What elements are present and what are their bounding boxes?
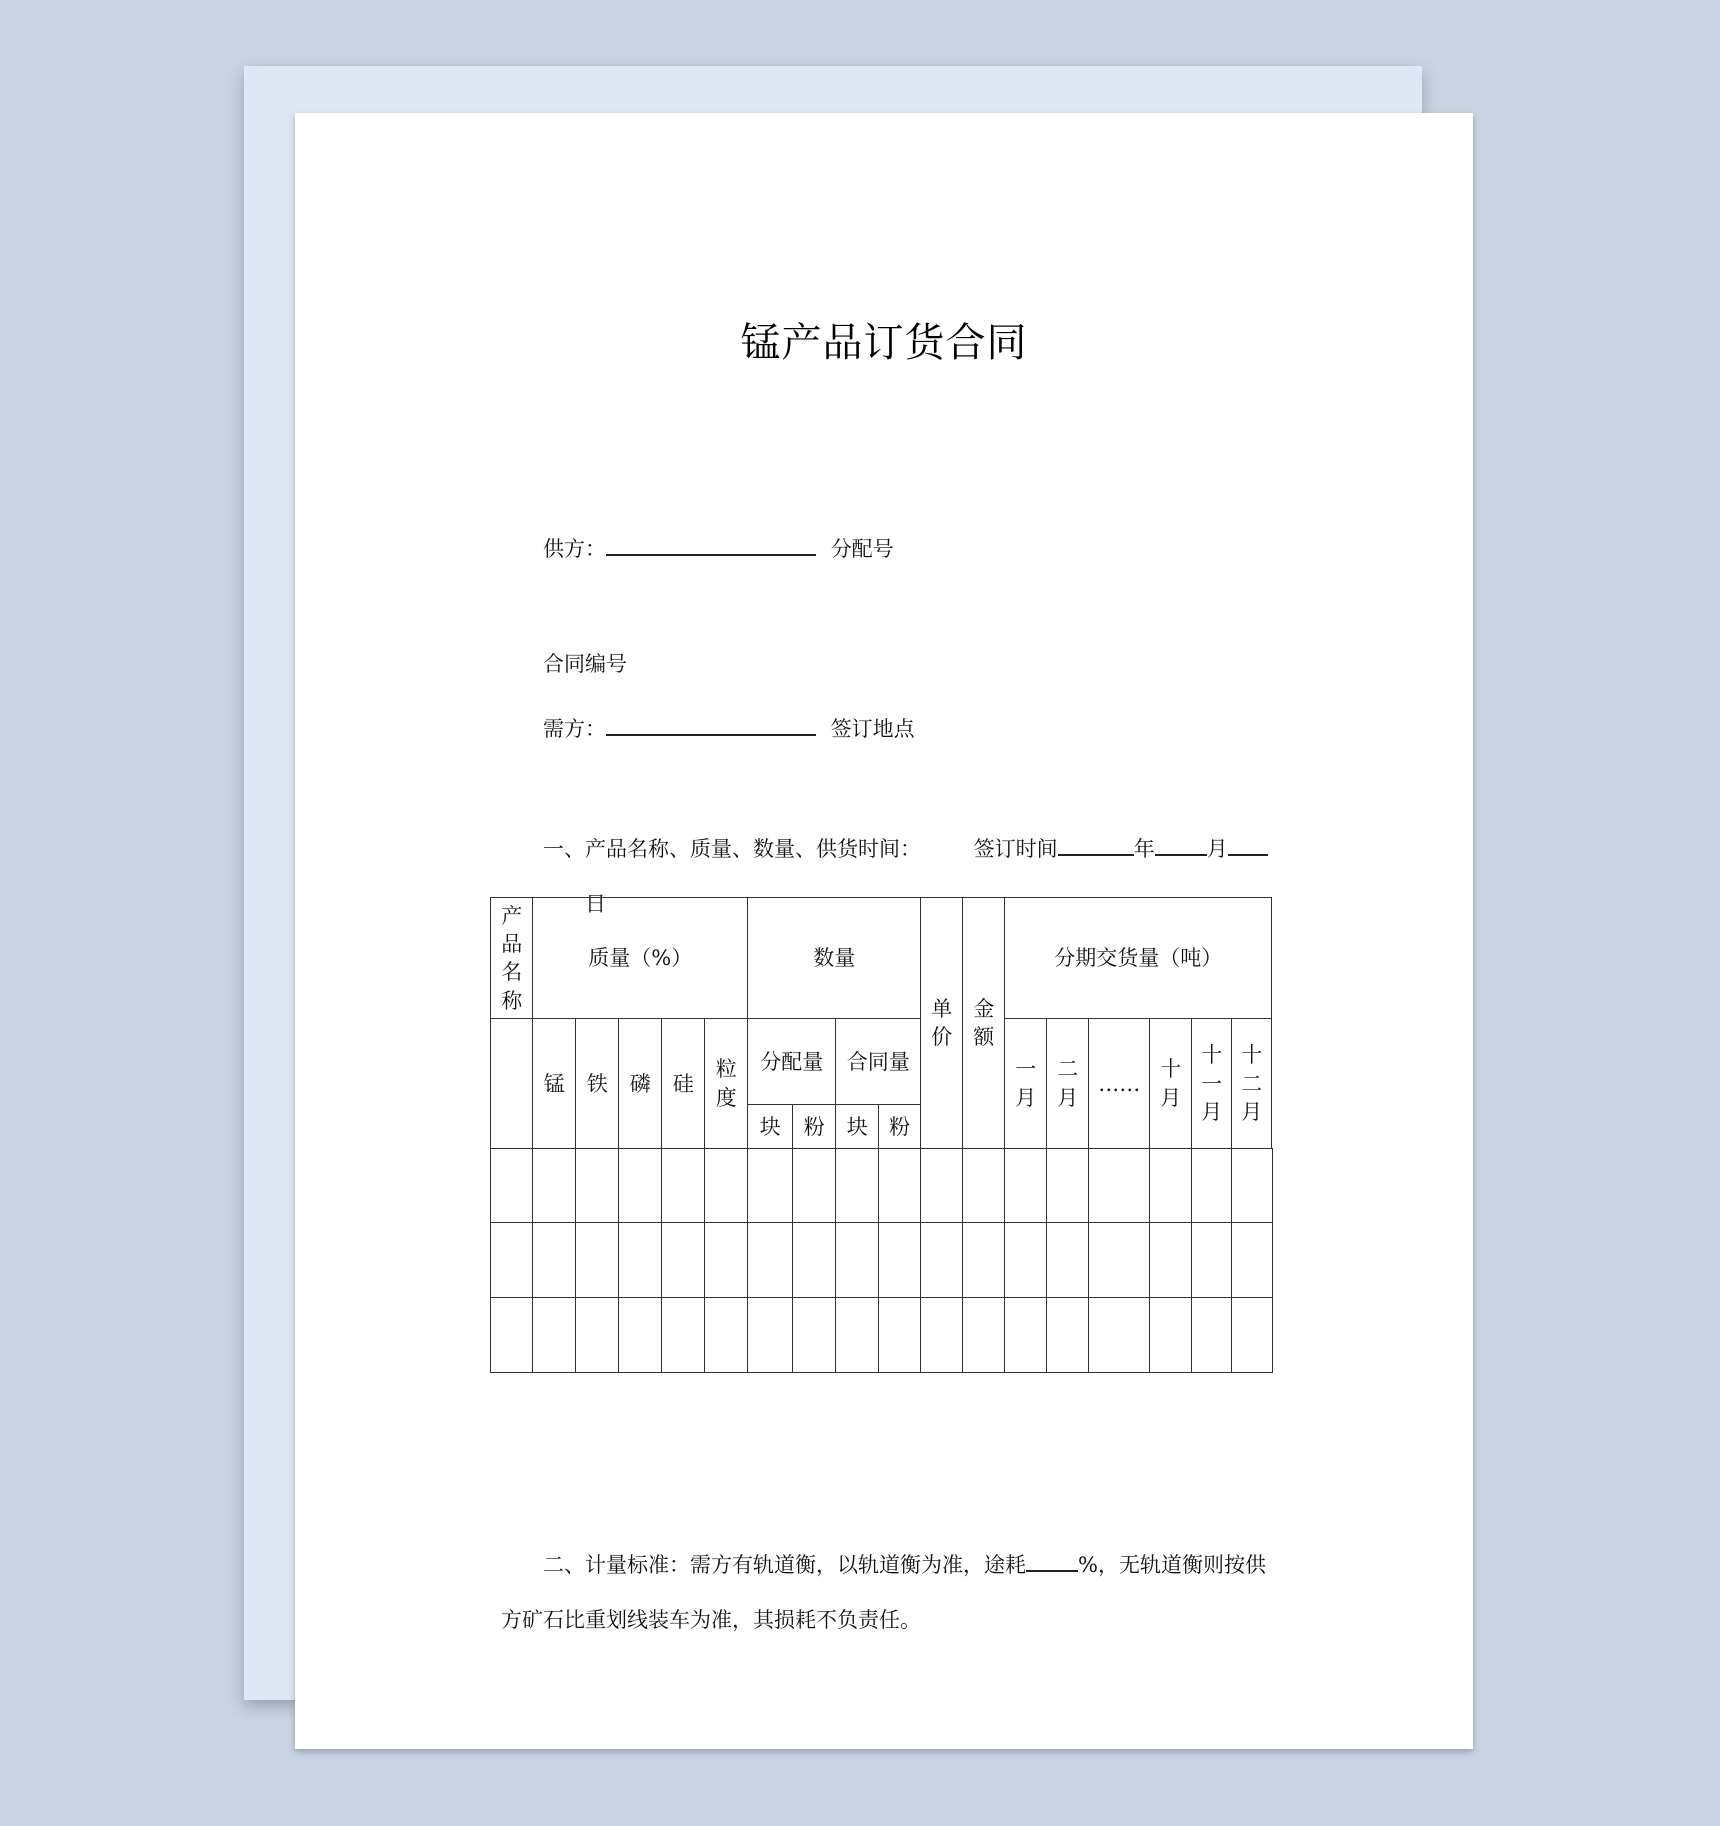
buyer-row — [543, 714, 915, 740]
header-unit-price: 单 价 — [920, 897, 963, 1149]
table-cell[interactable] — [962, 1148, 1005, 1223]
header-iron: 铁 — [575, 1018, 619, 1149]
buyer-label: 需方： — [543, 717, 606, 741]
year-label: 年 — [1133, 837, 1155, 861]
section2-text-a: 二、计量标准：需方有轨道衡，以轨道衡为准，途耗 — [543, 1553, 1026, 1577]
table-cell[interactable] — [490, 1148, 533, 1223]
contract-no-label: 合同编号 — [543, 652, 627, 676]
section1-heading: 一、产品名称、质量、数量、供货时间： — [543, 837, 921, 861]
table-cell[interactable] — [792, 1297, 836, 1373]
header-granularity: 粒 度 — [704, 1018, 748, 1149]
section2-line1 — [543, 1550, 1266, 1576]
header-phosphorus: 磷 — [618, 1018, 662, 1149]
table-cell[interactable] — [747, 1148, 793, 1223]
header-month-2: 二 月 — [1046, 1018, 1089, 1149]
header-quantity: 数量 — [747, 897, 921, 1019]
header-month-ellipsis: …… — [1088, 1018, 1150, 1149]
table-cell[interactable] — [962, 1222, 1005, 1298]
table-cell[interactable] — [532, 1148, 576, 1223]
table-cell[interactable] — [575, 1148, 619, 1223]
table-cell[interactable] — [920, 1148, 963, 1223]
table-cell[interactable] — [1191, 1148, 1232, 1223]
table-cell[interactable] — [835, 1222, 879, 1298]
table-cell[interactable] — [618, 1222, 662, 1298]
table-cell[interactable] — [835, 1297, 879, 1373]
table-cell[interactable] — [1231, 1222, 1273, 1298]
header-month-1: 一 月 — [1004, 1018, 1047, 1149]
section2-text-b: %，无轨道衡则按供 — [1078, 1553, 1266, 1577]
table-cell[interactable] — [1046, 1297, 1089, 1373]
sign-time-label: 签订时间 — [973, 837, 1058, 861]
table-cell[interactable] — [661, 1148, 705, 1223]
day-label: 日 — [585, 892, 606, 916]
supplier-label: 供方： — [543, 537, 606, 561]
table-cell[interactable] — [575, 1222, 619, 1298]
header-installment: 分期交货量（吨） — [1004, 897, 1272, 1019]
table-cell[interactable] — [747, 1222, 793, 1298]
header-amount: 金 额 — [962, 897, 1005, 1149]
table-cell[interactable] — [1231, 1297, 1273, 1373]
table-cell[interactable] — [704, 1297, 748, 1373]
table-cell[interactable] — [490, 1222, 533, 1298]
table-cell[interactable] — [878, 1222, 921, 1298]
table-cell[interactable] — [704, 1222, 748, 1298]
product-name-text: 产 品 名 称 — [501, 903, 523, 1013]
table-cell[interactable] — [1088, 1222, 1150, 1298]
table-cell[interactable] — [661, 1297, 705, 1373]
day-blank[interactable] — [1228, 834, 1268, 856]
table-cell[interactable] — [1004, 1222, 1047, 1298]
header-month-12: 十 二 月 — [1231, 1018, 1272, 1149]
header-product-blank — [490, 1018, 533, 1149]
header-product-name — [490, 897, 533, 1019]
table-cell[interactable] — [704, 1148, 748, 1223]
table-cell[interactable] — [878, 1297, 921, 1373]
year-blank[interactable] — [1058, 834, 1134, 856]
table-cell[interactable] — [490, 1297, 533, 1373]
table-cell[interactable] — [920, 1297, 963, 1373]
header-month-11: 十 一 月 — [1191, 1018, 1232, 1149]
table-cell[interactable] — [1088, 1148, 1150, 1223]
month-label: 月 — [1206, 837, 1228, 861]
table-cell[interactable] — [1046, 1222, 1089, 1298]
table-cell[interactable] — [1004, 1148, 1047, 1223]
header-silicon: 硅 — [661, 1018, 705, 1149]
buyer-blank[interactable] — [606, 714, 816, 736]
table-cell[interactable] — [835, 1148, 879, 1223]
table-cell[interactable] — [532, 1297, 576, 1373]
allocation-no-label: 分配号 — [830, 537, 894, 561]
table-cell[interactable] — [575, 1297, 619, 1373]
table-cell[interactable] — [792, 1222, 836, 1298]
table-cell[interactable] — [747, 1297, 793, 1373]
table-cell[interactable] — [962, 1297, 1005, 1373]
month-blank[interactable] — [1155, 834, 1207, 856]
header-quality: 质量（%） — [532, 897, 748, 1019]
table-cell[interactable] — [792, 1148, 836, 1223]
table-cell[interactable] — [1191, 1297, 1232, 1373]
table-cell[interactable] — [920, 1222, 963, 1298]
table-cell[interactable] — [1149, 1222, 1192, 1298]
table-cell[interactable] — [618, 1148, 662, 1223]
document-page — [295, 113, 1473, 1749]
table-cell[interactable] — [618, 1297, 662, 1373]
table-cell[interactable] — [878, 1148, 921, 1223]
table-cell[interactable] — [1231, 1148, 1273, 1223]
table-cell[interactable] — [1088, 1297, 1150, 1373]
header-allocation-lump: 块 — [747, 1104, 793, 1149]
supplier-blank[interactable] — [606, 534, 816, 556]
table-cell[interactable] — [1004, 1297, 1047, 1373]
table-cell[interactable] — [532, 1222, 576, 1298]
table-cell[interactable] — [1191, 1222, 1232, 1298]
table-cell[interactable] — [1149, 1148, 1192, 1223]
header-contract-powder: 粉 — [878, 1104, 921, 1149]
table-cell[interactable] — [661, 1222, 705, 1298]
loss-percent-blank[interactable] — [1026, 1550, 1078, 1572]
table-cell[interactable] — [1149, 1297, 1192, 1373]
header-allocation: 分配量 — [747, 1018, 836, 1105]
section1-row — [543, 834, 1268, 860]
supplier-row — [543, 534, 894, 560]
table-cell[interactable] — [1046, 1148, 1089, 1223]
header-allocation-powder: 粉 — [792, 1104, 836, 1149]
section2-line2: 方矿石比重划线装车为准，其损耗不负责任。 — [501, 1608, 921, 1632]
header-month-10: 十 月 — [1149, 1018, 1192, 1149]
header-contract-qty: 合同量 — [835, 1018, 921, 1105]
document-title: 锰产品订货合同 — [740, 320, 1028, 366]
header-manganese: 锰 — [532, 1018, 576, 1149]
header-contract-lump: 块 — [835, 1104, 879, 1149]
sign-place-label: 签订地点 — [830, 717, 915, 741]
